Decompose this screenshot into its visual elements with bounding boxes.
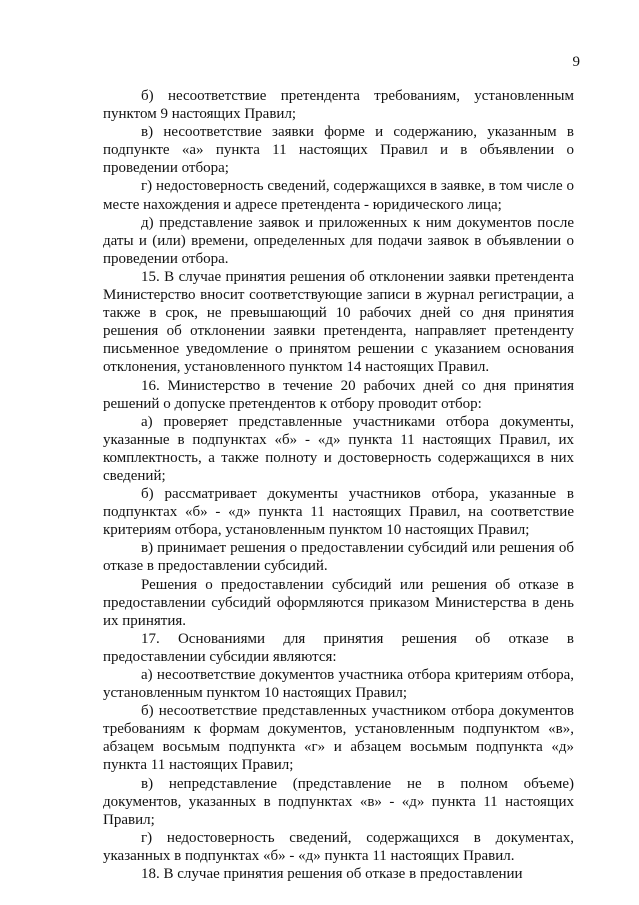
- paragraph-16v: в) принимает решения о предоставлении субсидий или решения об отказе в предоставлении субсидий.: [103, 540, 574, 575]
- paragraph-17b: б) несоответствие представленных участником отбора документов требованиям к формам документов, установленным подпунктом «в», абзацем восьмым подпункта «г» и абзацем восьмым подпункта «д» пункта 11 настоящих Правил;: [103, 703, 574, 774]
- paragraph-17: 17. Основаниями для принятия решения об отказе в предоставлении субсидии являются:: [103, 630, 574, 665]
- page-number: 9: [572, 54, 580, 70]
- paragraph-17v: в) непредставление (представление не в полном объеме) документов, указанных в подпунктах «в» - «д» пункта 11 настоящих Правил;: [103, 775, 574, 828]
- paragraph-14d: д) представление заявок и приложенных к ним документов после даты и (или) времени, определенных для подачи заявок в объявлении о проведении отбора.: [103, 214, 574, 267]
- paragraph-16b: б) рассматривает документы участников отбора, указанные в подпунктах «б» - «д» пункта 11 настоящих Правил, на соответствие критериям отбора, установленным пунктом 10 настоящих Правил;: [103, 486, 574, 539]
- paragraph-17a: а) несоответствие документов участника отбора критериям отбора, установленным пунктом 10 настоящих Правил;: [103, 667, 574, 702]
- paragraph-17g: г) недостоверность сведений, содержащихся в документах, указанных в подпунктах «б» - «д» пункта 11 настоящих Правил.: [103, 829, 574, 864]
- paragraph-15: 15. В случае принятия решения об отклонении заявки претендента Министерство вносит соответствующие записи в журнал регистрации, а также в срок, не превышающий 10 рабочих дней со дня принятия решения об отклонении заявки претендента, направляет претенденту письменное уведомление о принятом решении с указанием основания отклонения, установленного пунктом 14 настоящих Правил.: [103, 268, 574, 376]
- paragraph-16: 16. Министерство в течение 20 рабочих дней со дня принятия решений о допуске претендентов к отбору проводит отбор:: [103, 377, 574, 412]
- paragraph-16-decisions: Решения о предоставлении субсидий или решения об отказе в предоставлении субсидий оформляются приказом Министерства в день их принятия.: [103, 576, 574, 629]
- paragraph-18: 18. В случае принятия решения об отказе в предоставлении: [141, 866, 523, 883]
- paragraph-14g: г) недостоверность сведений, содержащихся в заявке, в том числе о месте нахождения и адресе претендента - юридического лица;: [103, 178, 574, 213]
- body-text: [103, 87, 574, 883]
- paragraph-16a: а) проверяет представленные участниками отбора документы, указанные в подпунктах «б» - «д» пункта 11 настоящих Правил, их комплектность, а также полноту и достоверность содержащихся в них сведений;: [103, 413, 574, 484]
- paragraph-14v: в) несоответствие заявки форме и содержанию, указанным в подпункте «а» пункта 11 настоящих Правил и в объявлении о проведении отбора;: [103, 124, 574, 177]
- paragraph-14b: б) несоответствие претендента требованиям, установленным пунктом 9 настоящих Правил;: [103, 88, 574, 123]
